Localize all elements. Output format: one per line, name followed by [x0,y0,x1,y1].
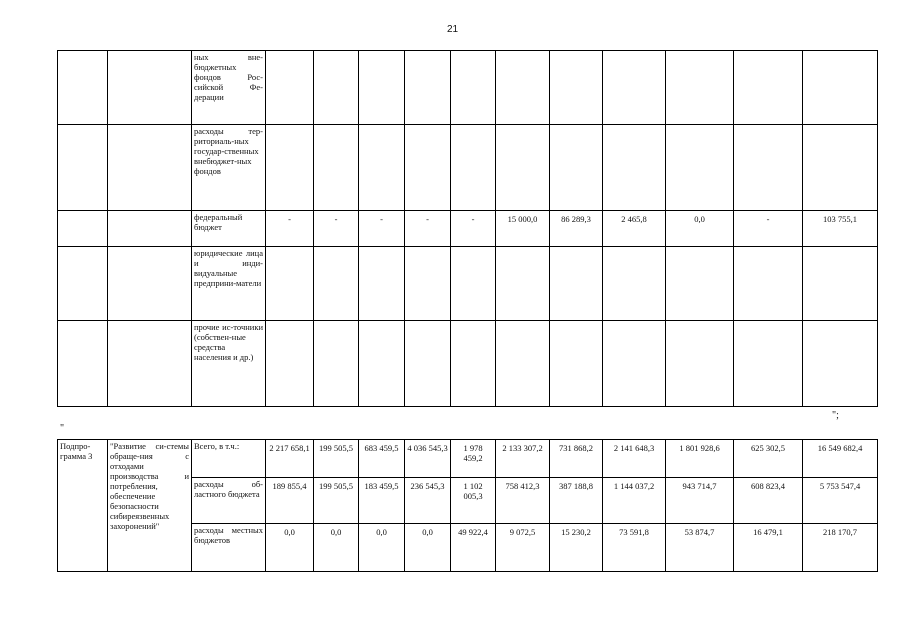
empty-cell [58,321,108,407]
value-cell [451,247,496,321]
funding-source-cell: ных вне-бюджетных фондов Рос-сийской Фе-дерации [192,51,266,125]
value-cell: 16 549 682,4 [803,440,878,478]
empty-cell [58,247,108,321]
value-cell [803,247,878,321]
value-cell [496,321,550,407]
value-cell: 2 217 658,1 [266,440,314,478]
opening-quote: " [60,423,65,434]
value-cell: 1 801 928,6 [666,440,734,478]
value-cell [803,321,878,407]
value-cell [359,247,405,321]
value-cell: 1 978 459,2 [451,440,496,478]
value-cell [405,51,451,125]
value-cell: 53 874,7 [666,524,734,572]
table-row [58,211,878,247]
value-cell: 2 141 648,3 [603,440,666,478]
value-cell [734,51,803,125]
value-cell [405,247,451,321]
empty-cell [108,51,192,125]
value-cell: 4 036 545,3 [405,440,451,478]
value-cell [266,321,314,407]
value-cell: 0,0 [405,524,451,572]
empty-cell [108,211,192,247]
value-cell [451,125,496,211]
empty-cell [108,247,192,321]
funding-source-cell: расходы об-ластного бюджета [192,478,266,524]
value-cell [550,51,603,125]
value-cell [496,125,550,211]
value-cell [359,51,405,125]
value-cell: 1 102 005,3 [451,478,496,524]
subprogram-3-table [57,439,878,572]
value-cell [603,51,666,125]
value-cell: 0,0 [314,524,359,572]
funding-source-cell: прочие ис-точники (собствен-ные средства населения и др.) [192,321,266,407]
value-cell: - [405,211,451,247]
table-row [58,51,878,125]
value-cell: 1 144 037,2 [603,478,666,524]
value-cell: 387 188,8 [550,478,603,524]
funding-source-cell: Всего, в т.ч.: [192,440,266,478]
value-cell [666,125,734,211]
value-cell: 218 170,7 [803,524,878,572]
value-cell: 2 133 307,2 [496,440,550,478]
value-cell: 2 465,8 [603,211,666,247]
page-number: 21 [446,24,459,35]
table-row [58,247,878,321]
value-cell [266,125,314,211]
value-cell [803,125,878,211]
value-cell: 16 479,1 [734,524,803,572]
value-cell [359,321,405,407]
empty-cell [58,51,108,125]
subprogram-label: Подпро-грамма 3 [58,440,108,572]
value-cell [550,125,603,211]
value-cell [266,247,314,321]
value-cell: - [314,211,359,247]
budget-table-continuation [57,50,878,407]
funding-source-cell: расходы местных бюджетов [192,524,266,572]
value-cell: 86 289,3 [550,211,603,247]
value-cell [405,125,451,211]
funding-source-cell: юридические лица и инди-видуальные предприни-матели [192,247,266,321]
table-row [58,125,878,211]
value-cell [359,125,405,211]
value-cell: 5 753 547,4 [803,478,878,524]
value-cell [550,321,603,407]
value-cell [314,247,359,321]
value-cell: 683 459,5 [359,440,405,478]
value-cell [734,247,803,321]
funding-source-cell: расходы тер-риториаль-ных государ-ственных внебюджет-ных фондов [192,125,266,211]
value-cell [603,125,666,211]
empty-cell [108,125,192,211]
empty-cell [58,211,108,247]
subprogram-title: "Развитие си-стемы обраще-ния с отходами производства и потребления, обеспечение безопасности сибиреязвенных захоронений" [108,440,192,572]
value-cell [734,125,803,211]
value-cell: 731 868,2 [550,440,603,478]
table-row [58,440,878,478]
value-cell: 0,0 [266,524,314,572]
value-cell: 103 755,1 [803,211,878,247]
value-cell: 189 855,4 [266,478,314,524]
empty-cell [58,125,108,211]
value-cell [451,51,496,125]
value-cell: 943 714,7 [666,478,734,524]
value-cell: - [451,211,496,247]
value-cell: - [359,211,405,247]
value-cell [550,247,603,321]
value-cell: 625 302,5 [734,440,803,478]
table-row [58,321,878,407]
value-cell: - [266,211,314,247]
value-cell: 15 000,0 [496,211,550,247]
value-cell [496,51,550,125]
value-cell [803,51,878,125]
value-cell [666,51,734,125]
value-cell [666,247,734,321]
value-cell: 0,0 [359,524,405,572]
value-cell: 608 823,4 [734,478,803,524]
value-cell [603,321,666,407]
value-cell [314,51,359,125]
value-cell [734,321,803,407]
value-cell [603,247,666,321]
value-cell [266,51,314,125]
value-cell: 0,0 [666,211,734,247]
closing-quote: "; [832,410,839,421]
value-cell: - [734,211,803,247]
value-cell: 236 545,3 [405,478,451,524]
empty-cell [108,321,192,407]
value-cell: 15 230,2 [550,524,603,572]
value-cell [314,125,359,211]
value-cell: 49 922,4 [451,524,496,572]
value-cell [405,321,451,407]
value-cell: 199 505,5 [314,440,359,478]
value-cell [314,321,359,407]
value-cell: 758 412,3 [496,478,550,524]
value-cell: 183 459,5 [359,478,405,524]
value-cell: 9 072,5 [496,524,550,572]
funding-source-cell: федеральный бюджет [192,211,266,247]
value-cell: 73 591,8 [603,524,666,572]
value-cell: 199 505,5 [314,478,359,524]
value-cell [666,321,734,407]
value-cell [451,321,496,407]
value-cell [496,247,550,321]
